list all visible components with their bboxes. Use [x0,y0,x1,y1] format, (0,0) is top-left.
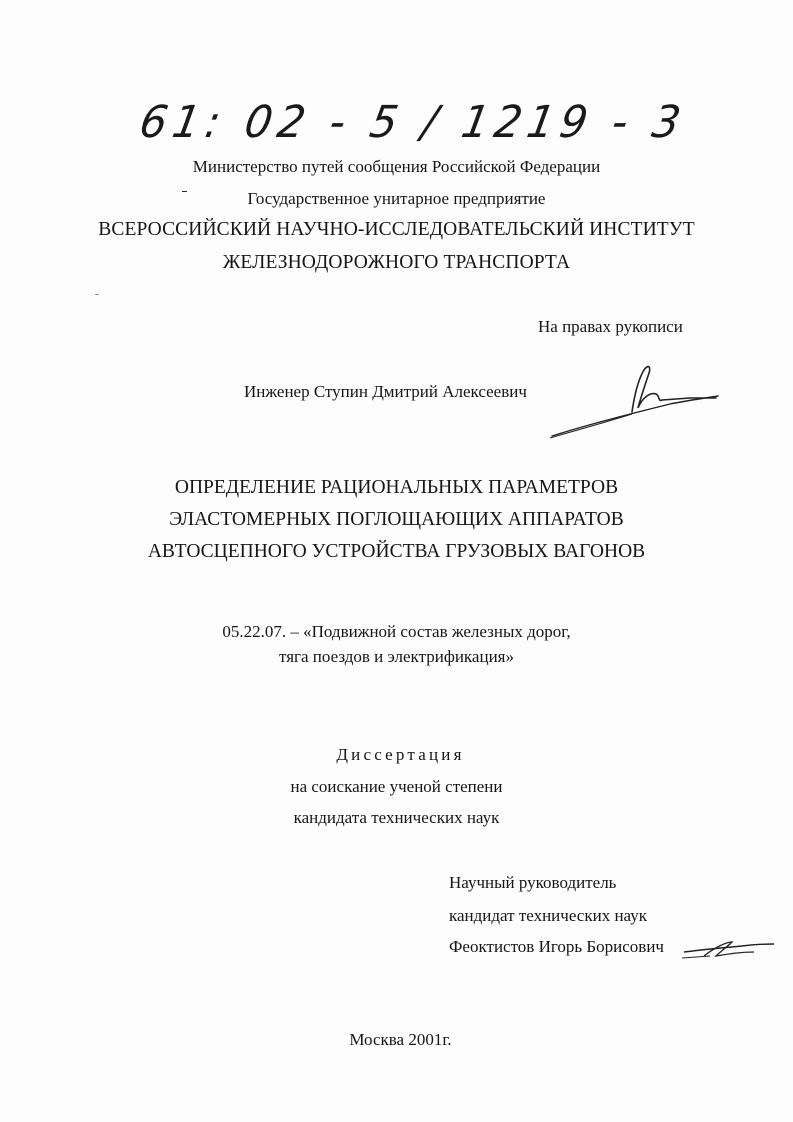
scan-speck [95,294,99,295]
ministry-line: Министерство путей сообщения Российской Федерации [192,157,601,176]
supervisor-role: Научный руководитель [449,873,617,892]
author-line: Инженер Ступин Дмитрий Алексеевич [244,382,527,401]
scan-speck [182,191,187,192]
degree-line1: на соискание ученой степени [290,777,503,796]
enterprise-line: Государственное унитарное предприятие [247,189,546,208]
city-year: Москва 2001г. [349,1030,452,1049]
supervisor-signature-icon [680,934,780,964]
thesis-title-line1: ОПРЕДЕЛЕНИЕ РАЦИОНАЛЬНЫХ ПАРАМЕТРОВ [174,477,619,498]
supervisor-degree: кандидат технических наук [449,906,647,925]
specialty-line2: тяга поездов и электрификация» [279,647,514,666]
thesis-title-line3: АВТОСЦЕПНОГО УСТРОЙСТВА ГРУЗОВЫХ ВАГОНОВ [147,541,646,562]
author-signature-icon [540,358,730,448]
manuscript-note: На правах рукописи [538,317,683,336]
supervisor-name: Феоктистов Игорь Борисович [449,937,664,956]
institute-name-line1: ВСЕРОССИЙСКИЙ НАУЧНО-ИССЛЕДОВАТЕЛЬСКИЙ ИНСТИТУТ [98,219,695,240]
dissertation-heading: Диссертация [336,745,465,764]
degree-line2: кандидата технических наук [293,808,500,827]
archive-number-stamp [135,96,691,156]
thesis-title-line2: ЭЛАСТОМЕРНЫХ ПОГЛОЩАЮЩИХ АППАРАТОВ [169,509,624,530]
institute-name-line2: ЖЕЛЕЗНОДОРОЖНОГО ТРАНСПОРТА [222,252,571,273]
archive-number-text: 61: 02 - 5 / 1219 - 3 [135,96,691,148]
specialty-line1: 05.22.07. – «Подвижной состав железных дорог, [222,622,571,641]
